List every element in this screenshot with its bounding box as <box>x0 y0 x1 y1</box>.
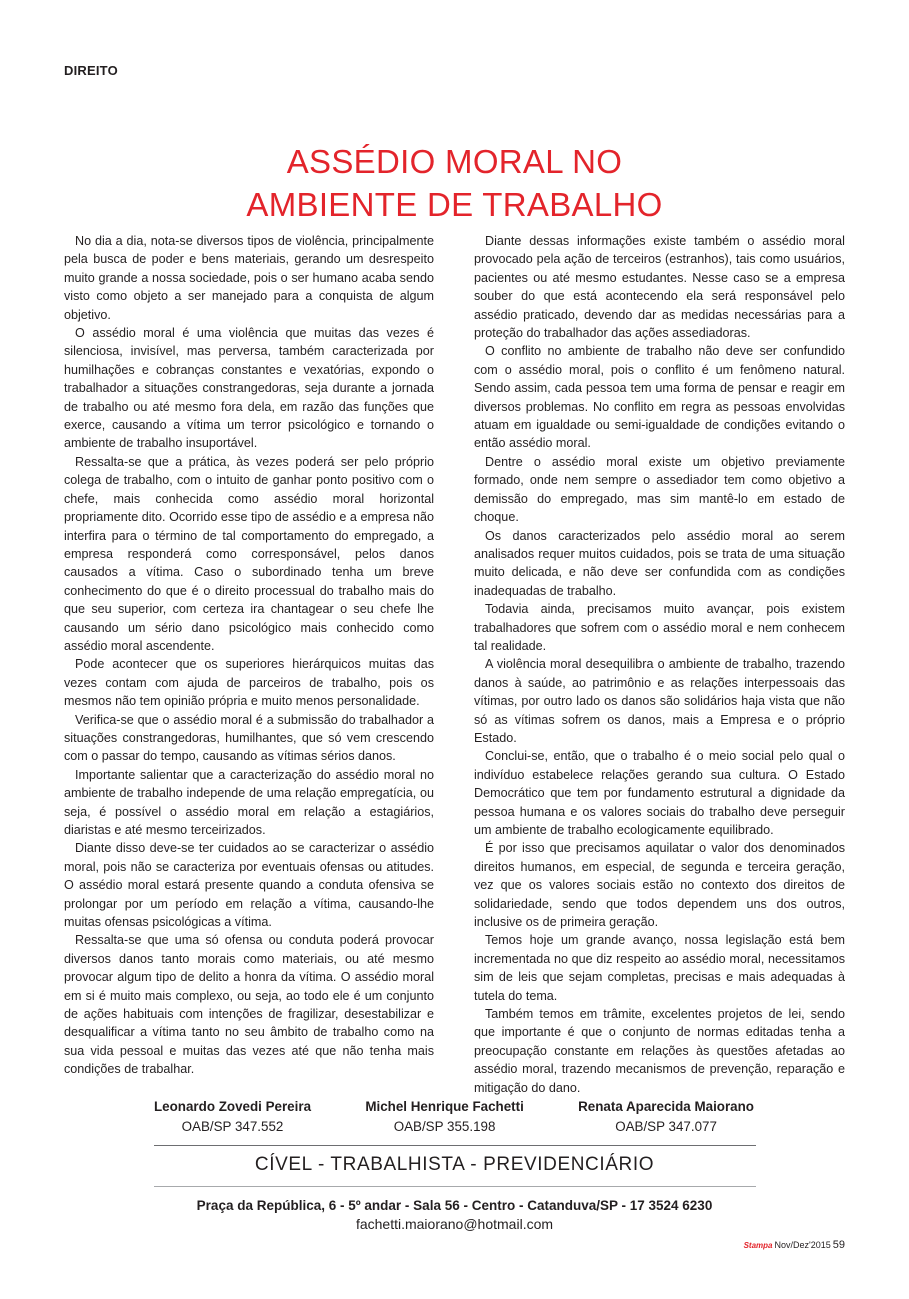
title-line-2: AMBIENTE DE TRABALHO <box>246 186 663 224</box>
paragraph: Ressalta-se que uma só ofensa ou conduta poderá provocar diversos danos tanto morais como materiais, ou até mesmo provocar algum tipo de delito a honra da vítima. O assédio moral em si é muito mais complexo, ou seja, ao todo ele é um conjunto de ações habituais com intenções de fragilizar, desestabilizar e desqualificar a vítima tanto no seu âmbito de trabalho como na sua vida pessoal e muitas das vezes até que não tenha mais condições de trabalhar. <box>64 933 434 1077</box>
office-address: Praça da República, 6 - 5º andar - Sala 56 - Centro - Catanduva/SP - 17 3524 6230 <box>196 1198 713 1213</box>
paragraph: Conclui-se, então, que o trabalho é o meio social pelo qual o indivíduo estabelece relações gerando sua cultura. O Estado Democrático que tem por fundamento estrutural a dignidade da pessoa humana e os valores sociais do trabalho deve perseguir um ambiente de trabalho ecologicamente equilibrado. <box>474 749 845 837</box>
page-footer <box>744 1239 845 1251</box>
author-name: Renata Aparecida Maiorano <box>578 1099 754 1114</box>
paragraph: Também temos em trâmite, excelentes projetos de lei, sendo que importante é que o conjunto de normas editadas tenha a preocupação constante em relações às questões afetadas ao assédio moral, trazendo mecanismos de prevenção, reparação e mitigação do dano. <box>474 1007 845 1095</box>
divider <box>154 1145 756 1146</box>
author-block <box>365 1097 523 1137</box>
author-block <box>154 1097 311 1137</box>
paragraph: Os danos caracterizados pelo assédio moral ao serem analisados requer muitos cuidados, pois se trata de uma situação muito delicada, e não deve ser confundida com as condições inadequadas de trabalho. <box>474 528 845 598</box>
article-column-left <box>64 232 434 1079</box>
paragraph: Diante dessas informações existe também o assédio moral provocado pela ação de terceiros (estranhos), tais como usuários, pacientes ou até mesmo estudantes. Nesse caso se a empresa souber do que está acontecendo ela será responsável pelo assédio praticado, devendo dar as medidas necessárias para a proteção do trabalhador das ações assediadoras. <box>474 234 845 341</box>
author-name: Michel Henrique Fachetti <box>365 1099 524 1114</box>
author-oab: OAB/SP 347.077 <box>615 1119 717 1134</box>
divider <box>154 1186 756 1187</box>
paragraph: No dia a dia, nota-se diversos tipos de violência, principalmente pela busca de poder e bens materiais, gerando um desrespeito muito grande a nossa sociedade, pois o ser humano acaba sendo visto como objeto a ser manejado para a conquista de algum objetivo. <box>64 234 434 322</box>
section-label: DIREITO <box>64 63 118 78</box>
paragraph: Todavia ainda, precisamos muito avançar, pois existem trabalhadores que sofrem com o assédio moral e nem conhecem tal realidade. <box>474 602 845 653</box>
author-credits <box>154 1097 754 1137</box>
paragraph: Importante salientar que a caracterização do assédio moral no ambiente de trabalho independe de uma relação empregatícia, ou seja, é possível o assédio moral em relação a estagiários, diaristas e até mesmo terceirizados. <box>64 767 434 837</box>
paragraph: Ressalta-se que a prática, às vezes poderá ser pelo próprio colega de trabalho, com o intuito de ganhar ponto positivo com o chefe, mais conhecida como assédio moral horizontal propriamente dito. Ocorrido esse tipo de assédio e a empresa não interfira para o término de tal comportamento do empregado, a empresa responderá como corresponsável, pelos danos causados a vítima. Caso o subordinado tenha um breve conhecimento do que é o direito processual do trabalho mais do que seu superior, com certeza ira chantagear o seu chefe lhe causando um sério dano psicológico mais conhecido como assédio moral ascendente. <box>64 454 434 653</box>
paragraph: Diante disso deve-se ter cuidados ao se caracterizar o assédio moral, pois não se caracteriza por eventuais ofensas ou atitudes. O assédio moral estará presente quando a conduta ofensiva se prolongar por um período em relação a vítima, causando-lhe muitas ofensas psicológicas a vítima. <box>64 841 434 930</box>
paragraph: Temos hoje um grande avanço, nossa legislação está bem incrementada no que diz respeito ao assédio moral, necessitamos sim de leis que sejam completas, precisas e mais adequadas à tutela do tema. <box>474 933 845 1003</box>
author-name: Leonardo Zovedi Pereira <box>154 1099 312 1114</box>
article-title <box>0 140 909 226</box>
paragraph: Verifica-se que o assédio moral é a submissão do trabalhador a situações constrangedoras, humilhantes, que só vem crescendo com o passar do tempo, causando as vítimas sérios danos. <box>64 712 434 764</box>
paragraph: Pode acontecer que os superiores hierárquicos muitas das vezes contam com ajuda de parceiros de trabalho, pois os mesmos não tem opinião própria e muito menos personalidade. <box>64 657 434 709</box>
article-column-right <box>474 232 845 1097</box>
paragraph: Dentre o assédio moral existe um objetivo previamente formado, onde nem sempre o assediador tem como objetivo a demissão do empregado, mas sim mantê-lo em estado de choque. <box>474 454 845 525</box>
author-oab: OAB/SP 347.552 <box>181 1119 284 1134</box>
paragraph: A violência moral desequilibra o ambiente de trabalho, trazendo danos à saúde, ao patrimônio e as relações interpessoais das vítimas, por outro lado os danos são solidários haja vista que não só as vítimas sofrem os danos, mais a Empresa e o próprio Estado. <box>474 657 845 745</box>
contact-email: fachetti.maiorano@hotmail.com <box>355 1216 554 1232</box>
magazine-brand: Stampa <box>743 1241 773 1250</box>
issue-date: Nov/Dez'2015 <box>774 1240 831 1250</box>
title-line-1: ASSÉDIO MORAL NO <box>286 143 623 181</box>
page-number: 59 <box>832 1239 845 1251</box>
paragraph: O conflito no ambiente de trabalho não deve ser confundido com o assédio moral, pois o conflito é um fenômeno natural. Sendo assim, cada pessoa tem uma forma de pensar e reagir em diversos problemas. No conflito em regra as pessoas envolvidas atuam em igualdade ou semi-igualdade de condições evitando o então assédio moral. <box>474 344 845 451</box>
practice-areas: CÍVEL - TRABALHISTA - PREVIDENCIÁRIO <box>254 1154 655 1175</box>
author-block <box>578 1097 754 1137</box>
paragraph: É por isso que precisamos aquilatar o valor dos denominados direitos humanos, em especial, de segunda e terceira geração, vez que os valores sociais estão no contexto dos direitos de solidariedade, sendo que todos dependem uns dos outros, inclusive os de primeira geração. <box>474 841 845 930</box>
paragraph: O assédio moral é uma violência que muitas das vezes é silenciosa, invisível, mas perversa, também caracterizada por humilhações e cobranças constantes e vexatórias, expondo o trabalhador a situações constrangedoras, seja durante a jornada de trabalho ou até mesmo fora dela, em razão das funções que exerce, causando a vítima um terror psicológico e tornando o ambiente de trabalho insuportável. <box>64 326 434 451</box>
author-oab: OAB/SP 355.198 <box>393 1119 496 1134</box>
